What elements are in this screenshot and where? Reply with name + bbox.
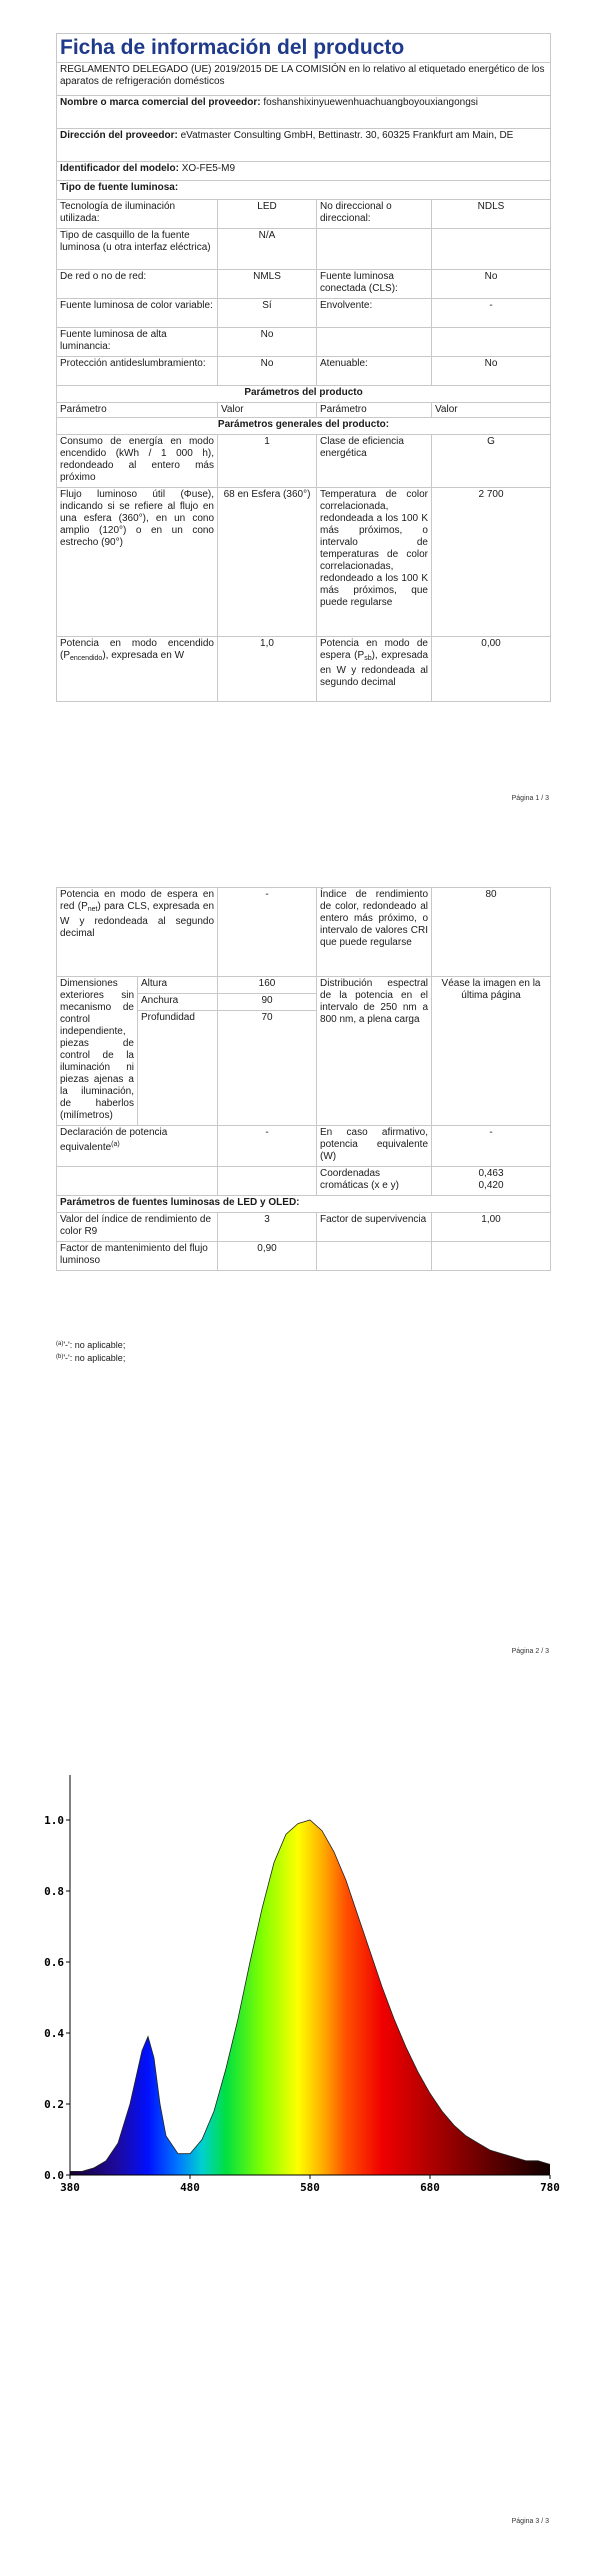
col-header-param: Parámetro	[317, 403, 432, 418]
plot-area	[44, 1775, 560, 2194]
empty-cell	[317, 328, 432, 357]
supplier-row	[57, 96, 551, 129]
equiv-power-label: En caso afirmativo, potencia equivalente (W)	[317, 1126, 432, 1167]
height-label: Altura	[138, 977, 218, 994]
empty-cell	[57, 1167, 218, 1196]
mains-value: NMLS	[218, 270, 317, 299]
dimensions-label: Dimensiones exteriores sin mecanismo de control independiente, piezas de control de la iluminación ni piezas ajenas a la iluminación, de haberlos (milímetros)	[57, 977, 138, 1126]
anti-glare-value: No	[218, 357, 317, 386]
directional-value: NDLS	[432, 200, 551, 229]
survival-label: Factor de supervivencia	[317, 1213, 432, 1242]
standby-label-text: ), expresada en W y redondeada al segundo decimal	[320, 650, 428, 688]
color-tunable-label: Fuente luminosa de color variable:	[57, 299, 218, 328]
maintenance-label: Factor de mantenimiento del flujo luminoso	[57, 1242, 218, 1271]
envelope-label: Envolvente:	[317, 299, 432, 328]
regulation-text: REGLAMENTO DELEGADO (UE) 2019/2015 DE LA COMISIÓN en lo relativo al etiquetado energético de los aparatos de refrigeración domésticos	[57, 63, 551, 96]
model-label: Identificador del modelo:	[60, 163, 179, 174]
height-value: 160	[218, 977, 317, 994]
empty-cell	[218, 1167, 317, 1196]
envelope-value: -	[432, 299, 551, 328]
y-tick-label: 0.2	[44, 2098, 64, 2111]
page-title: Ficha de información del producto	[57, 34, 551, 63]
product-params-heading: Parámetros del producto	[57, 386, 551, 403]
width-label: Anchura	[138, 994, 218, 1011]
footnote-mark: (a)	[56, 1341, 64, 1347]
footnote-mark: (b)	[56, 1354, 64, 1360]
equiv-label	[57, 1126, 218, 1167]
equiv-power-value: -	[432, 1126, 551, 1167]
maintenance-value: 0,90	[218, 1242, 317, 1271]
model-row	[57, 162, 551, 181]
net-standby-subscript: net	[87, 906, 98, 913]
empty-cell	[317, 1242, 432, 1271]
net-standby-label	[57, 888, 218, 977]
general-params-heading: Parámetros generales del producto:	[57, 418, 551, 435]
power-on-label-text: ), expresada en W	[102, 650, 185, 661]
mains-label: De red o no de red:	[57, 270, 218, 299]
address-row	[57, 129, 551, 162]
y-tick-label: 0.4	[44, 2027, 64, 2040]
col-header-value: Valor	[218, 403, 317, 418]
standby-label-text: Potencia en modo de espera (P	[320, 638, 428, 661]
high-luminance-label: Fuente luminosa de alta luminancia:	[57, 328, 218, 357]
cri-label: Índice de rendimiento de color, redondeado al entero más próximo, o intervalo de valores CRI que puede regularse	[317, 888, 432, 977]
footnotes	[56, 1338, 125, 1364]
spectral-power-chart	[40, 1755, 560, 2194]
technology-label: Tecnología de iluminación utilizada:	[57, 200, 218, 229]
page-footer: Página 1 / 3	[511, 795, 549, 802]
flux-value: 68 en Esfera (360°)	[218, 488, 317, 637]
net-standby-value: -	[218, 888, 317, 977]
flux-label: Flujo luminoso útil (Φuse), indicando si se refiere al flujo en una esfera (360°), en un cono amplio (120°) o en un cono estrecho (90°)	[57, 488, 218, 637]
x-tick-label: 380	[60, 2181, 80, 2194]
spectral-value: Véase la imagen en la última página	[432, 977, 551, 1126]
product-info-table	[56, 33, 551, 702]
standby-value: 0,00	[432, 637, 551, 702]
cct-value: 2 700	[432, 488, 551, 637]
light-source-type: Tipo de fuente luminosa:	[57, 181, 551, 200]
empty-cell	[317, 229, 432, 270]
supplier-value: foshanshixinyuewenhuachuangboyouxiangongsi	[263, 97, 479, 108]
page-footer: Página 2 / 3	[511, 1648, 549, 1655]
led-params-heading: Parámetros de fuentes luminosas de LED y OLED:	[57, 1196, 551, 1213]
depth-value: 70	[218, 1011, 317, 1126]
r9-label: Valor del índice de rendimiento de color R9	[57, 1213, 218, 1242]
width-value: 90	[218, 994, 317, 1011]
chroma-x: 0,463	[478, 1168, 504, 1179]
y-tick-label: 0.6	[44, 1956, 64, 1969]
footnote-text: '-': no aplicable;	[63, 1340, 126, 1350]
x-tick-label: 580	[300, 2181, 320, 2194]
survival-value: 1,00	[432, 1213, 551, 1242]
consumption-label: Consumo de energía en modo encendido (kWh / 1 000 h), redondeado al entero más próximo	[57, 435, 218, 488]
r9-value: 3	[218, 1213, 317, 1242]
page-2	[0, 880, 603, 1680]
cap-type-label: Tipo de casquillo de la fuente luminosa (u otra interfaz eléctrica)	[57, 229, 218, 270]
product-info-table-continued	[56, 887, 551, 1271]
x-tick-label: 480	[180, 2181, 200, 2194]
chroma-label: Coordenadas cromáticas (x e y)	[317, 1167, 432, 1196]
technology-value: LED	[218, 200, 317, 229]
power-on-label	[57, 637, 218, 702]
empty-cell	[432, 1242, 551, 1271]
page-3	[0, 1720, 603, 2560]
page-footer: Página 3 / 3	[511, 2518, 549, 2525]
anti-glare-label: Protección antideslumbramiento:	[57, 357, 218, 386]
model-value: XO-FE5-M9	[181, 163, 236, 174]
high-luminance-value: No	[218, 328, 317, 357]
equiv-value: -	[218, 1126, 317, 1167]
supplier-label: Nombre o marca comercial del proveedor:	[60, 97, 261, 108]
equiv-note-mark: (a)	[111, 1141, 120, 1148]
efficiency-label: Clase de eficiencia energética	[317, 435, 432, 488]
empty-cell	[432, 328, 551, 357]
footnote-a	[56, 1338, 125, 1351]
dimmable-value: No	[432, 357, 551, 386]
x-tick-label: 780	[540, 2181, 560, 2194]
color-tunable-value: Sí	[218, 299, 317, 328]
footnote-b	[56, 1351, 125, 1364]
net-standby-label-text: Potencia en modo de espera en red (P	[60, 889, 215, 912]
cct-label: Temperatura de color correlacionada, redondeada a los 100 K más próximos, o intervalo de temperaturas de color correlacionadas, redondeado a los 100 K más próximos, que puede regularse	[317, 488, 432, 637]
consumption-value: 1	[218, 435, 317, 488]
spectrum-area	[70, 1820, 550, 2175]
footnote-text: '-': no aplicable;	[63, 1353, 126, 1363]
cls-label: Fuente luminosa conectada (CLS):	[317, 270, 432, 299]
x-tick-label: 680	[420, 2181, 440, 2194]
efficiency-value: G	[432, 435, 551, 488]
page-1	[0, 0, 603, 820]
cap-type-value: N/A	[218, 229, 317, 270]
standby-label	[317, 637, 432, 702]
y-tick-label: 1.0	[44, 1814, 64, 1827]
spectral-label: Distribución espectral de la potencia en el intervalo de 250 nm a 800 nm, a plena carga	[317, 977, 432, 1126]
chroma-y: 0,420	[478, 1180, 504, 1191]
power-on-value: 1,0	[218, 637, 317, 702]
y-tick-label: 0.8	[44, 1885, 64, 1898]
address-label: Dirección del proveedor:	[60, 130, 178, 141]
power-on-label-text: Potencia en modo encendido (P	[60, 638, 214, 661]
chroma-value	[432, 1167, 551, 1196]
col-header-param: Parámetro	[57, 403, 218, 418]
dimmable-label: Atenuable:	[317, 357, 432, 386]
cls-value: No	[432, 270, 551, 299]
depth-label: Profundidad	[138, 1011, 218, 1126]
address-value: eVatmaster Consulting GmbH, Bettinastr. 30, 60325 Frankfurt am Main, DE	[180, 130, 514, 141]
net-standby-label-text: ) para CLS, expresada en W y redondeada al segundo decimal	[60, 901, 215, 939]
equiv-label-text: Declaración de potencia equivalente	[60, 1127, 168, 1153]
y-tick-label: 0.0	[44, 2169, 64, 2182]
standby-subscript: sb	[364, 655, 372, 662]
directional-label: No direccional o direccional:	[317, 200, 432, 229]
cri-value: 80	[432, 888, 551, 977]
empty-cell	[432, 229, 551, 270]
power-on-subscript: encendido	[70, 655, 103, 662]
col-header-value: Valor	[432, 403, 551, 418]
